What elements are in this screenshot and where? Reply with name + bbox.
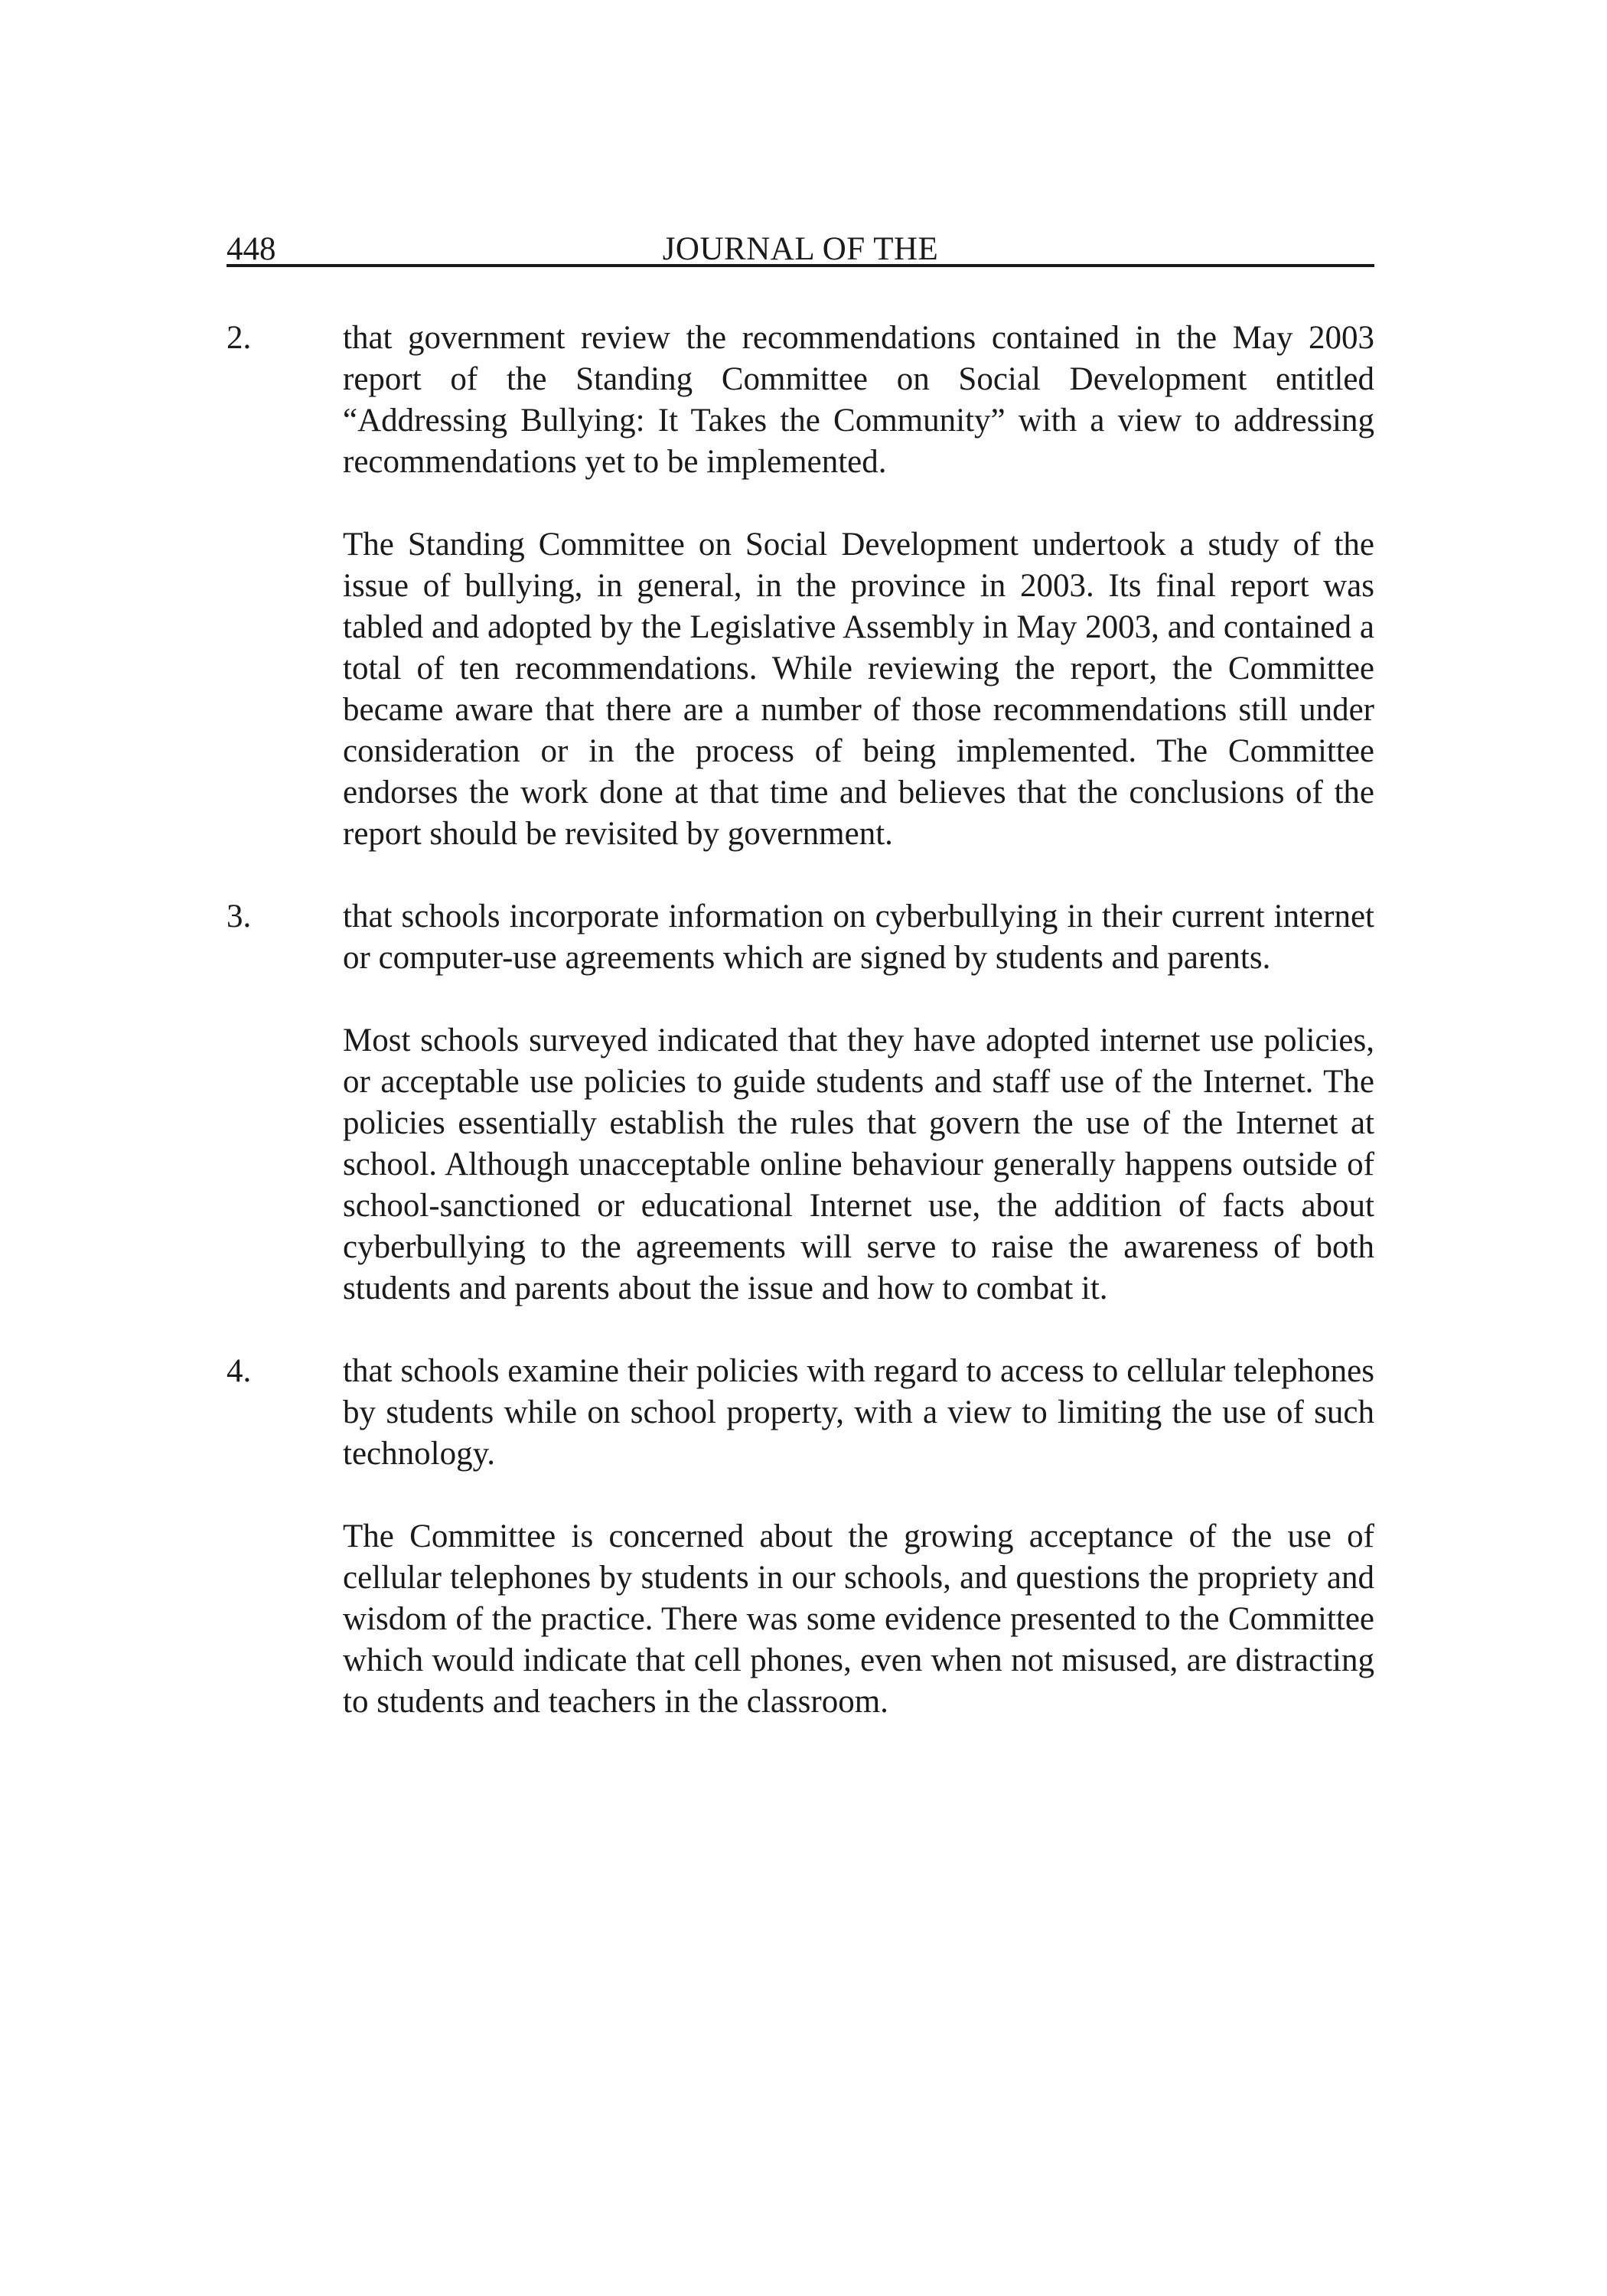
recommendation-item: [227, 896, 1374, 1309]
document-body: [227, 318, 1374, 1764]
explanation-text: The Committee is concerned about the growing acceptance of the use of cellular telephones by students in our schools, and questions the propriety and wisdom of the practice. There was some evidence presented to the Committee which would indicate that cell phones, even when not misused, are distracting to students and teachers in the classroom.: [343, 1518, 1374, 1720]
explanation-text: Most schools surveyed indicated that they have adopted internet use policies, or acceptable use policies to guide students and staff use of the Internet. The policies essentially establish the rules that govern the use of the Internet at school. Although unacceptable online behaviour generally happens outside of school-sanctioned or educational Internet use, the addition of facts about cyberbullying to the agreements will serve to raise the awareness of both students and parents about the issue and how to combat it.: [343, 1022, 1374, 1306]
recommendation-text: that schools incorporate information on cyberbullying in their current internet or computer-use agreements which are signed by students and parents.: [343, 899, 1374, 976]
explanation-text: The Standing Committee on Social Development undertook a study of the issue of bullying, in general, in the province in 2003. Its final report was tabled and adopted by the Legislative Assembly in May 2003, and contained a total of ten recommendations. While reviewing the report, the Committee became aware that there are a number of those recommendations still under consideration or in the process of being implemented. The Committee endorses the work done at that time and believes that the conclusions of the report should be revisited by government.: [343, 527, 1374, 852]
header-rule: [227, 264, 1374, 267]
recommendation-item: [227, 318, 1374, 855]
item-number: 2.: [227, 320, 252, 356]
running-title: JOURNAL OF THE: [662, 231, 939, 267]
page-number: 448: [227, 231, 276, 267]
recommendation-text: that government review the recommendations contained in the May 2003 report of the Standing Committee on Social Development entitled “Addressing Bullying: It Takes the Community” with a view to addressing recommendations yet to be implemented.: [343, 320, 1374, 480]
item-number: 4.: [227, 1353, 252, 1389]
item-number: 3.: [227, 899, 252, 934]
recommendation-text: that schools examine their policies with regard to access to cellular telephones by students while on school property, with a view to limiting the use of such technology.: [343, 1353, 1374, 1472]
recommendation-item: [227, 1351, 1374, 1723]
